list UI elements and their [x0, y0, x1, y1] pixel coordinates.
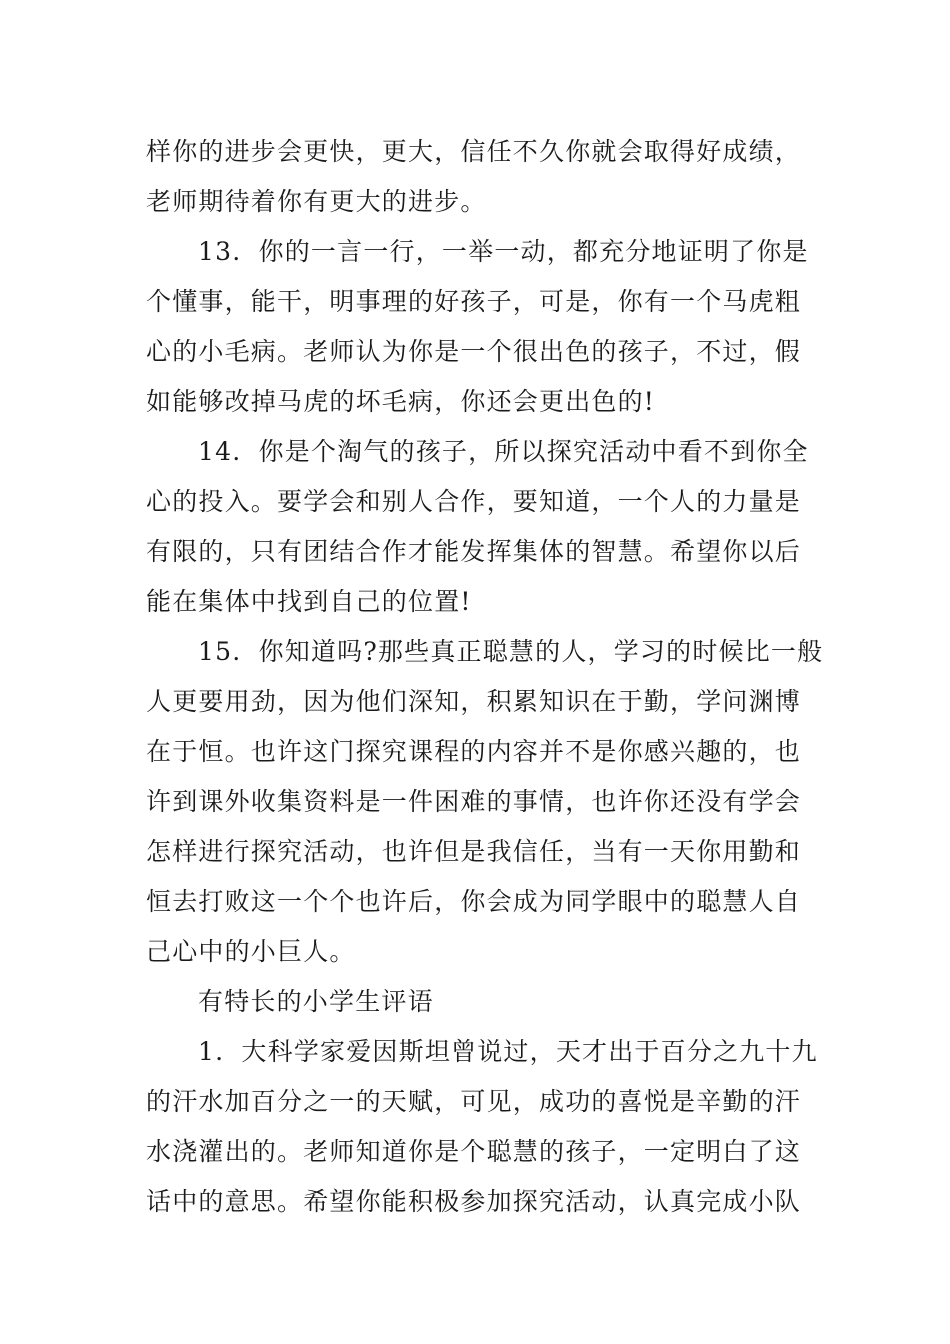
- text-line: 在于恒。也许这门探究课程的内容并不是你感兴趣的，也: [146, 737, 802, 766]
- text-segment: 你的一言一行，一举一动，都充分地证明了你是: [258, 237, 809, 266]
- text-line: 恒去打败这一个个也许后，你会成为同学眼中的聪慧人自: [146, 887, 802, 916]
- text-segment: 大科学家爱因斯坦曾说过，天才出于百分之九十九: [241, 1037, 818, 1066]
- paragraph-continuation: [146, 127, 806, 227]
- text-segment: 你知道吗?那些真正聪慧的人，学习的时候比一般: [258, 637, 824, 666]
- item-number: 13.: [198, 237, 242, 266]
- paragraph-item-1: [146, 1027, 818, 1227]
- paragraph-item-13: [146, 227, 809, 427]
- paragraph-item-15: [146, 627, 824, 977]
- text-line: 的汗水加百分之一的天赋，可见，成功的喜悦是辛勤的汗: [146, 1087, 802, 1116]
- text-line-first: [146, 227, 809, 277]
- text-segment: 你是个淘气的孩子，所以探究活动中看不到你全: [258, 437, 809, 466]
- text-line: 人更要用劲，因为他们深知，积累知识在于勤，学问渊博: [146, 687, 802, 716]
- item-number: 14.: [198, 437, 242, 466]
- text-line: 老师期待着你有更大的进步。: [146, 187, 487, 216]
- text-line: 能在集体中找到自己的位置!: [146, 587, 472, 616]
- text-line: 怎样进行探究活动，也许但是我信任，当有一天你用勤和: [146, 837, 802, 866]
- text-line: 如能够改掉马虎的坏毛病，你还会更出色的!: [146, 387, 656, 416]
- section-heading: 有特长的小学生评语: [198, 987, 434, 1016]
- document-body: [146, 127, 824, 1227]
- item-number: 15.: [198, 637, 242, 666]
- paragraph-item-14: [146, 427, 809, 627]
- text-line: 心的投入。要学会和别人合作，要知道，一个人的力量是: [146, 487, 802, 516]
- item-number: 1.: [198, 1037, 225, 1066]
- text-line-first: [146, 627, 824, 677]
- text-line: 心的小毛病。老师认为你是一个很出色的孩子，不过，假: [146, 337, 802, 366]
- text-line: 有限的，只有团结合作才能发挥集体的智慧。希望你以后: [146, 537, 802, 566]
- text-line: 样你的进步会更快，更大，信任不久你就会取得好成绩，: [146, 137, 802, 166]
- text-line-first: [146, 1027, 818, 1077]
- text-line: 水浇灌出的。老师知道你是个聪慧的孩子，一定明白了这: [146, 1137, 802, 1166]
- text-line: 许到课外收集资料是一件困难的事情，也许你还没有学会: [146, 787, 802, 816]
- text-line: 己心中的小巨人。: [146, 937, 356, 966]
- text-line: 话中的意思。希望你能积极参加探究活动，认真完成小队: [146, 1187, 802, 1216]
- text-line: 个懂事，能干，明事理的好孩子，可是，你有一个马虎粗: [146, 287, 802, 316]
- text-line-first: [146, 427, 809, 477]
